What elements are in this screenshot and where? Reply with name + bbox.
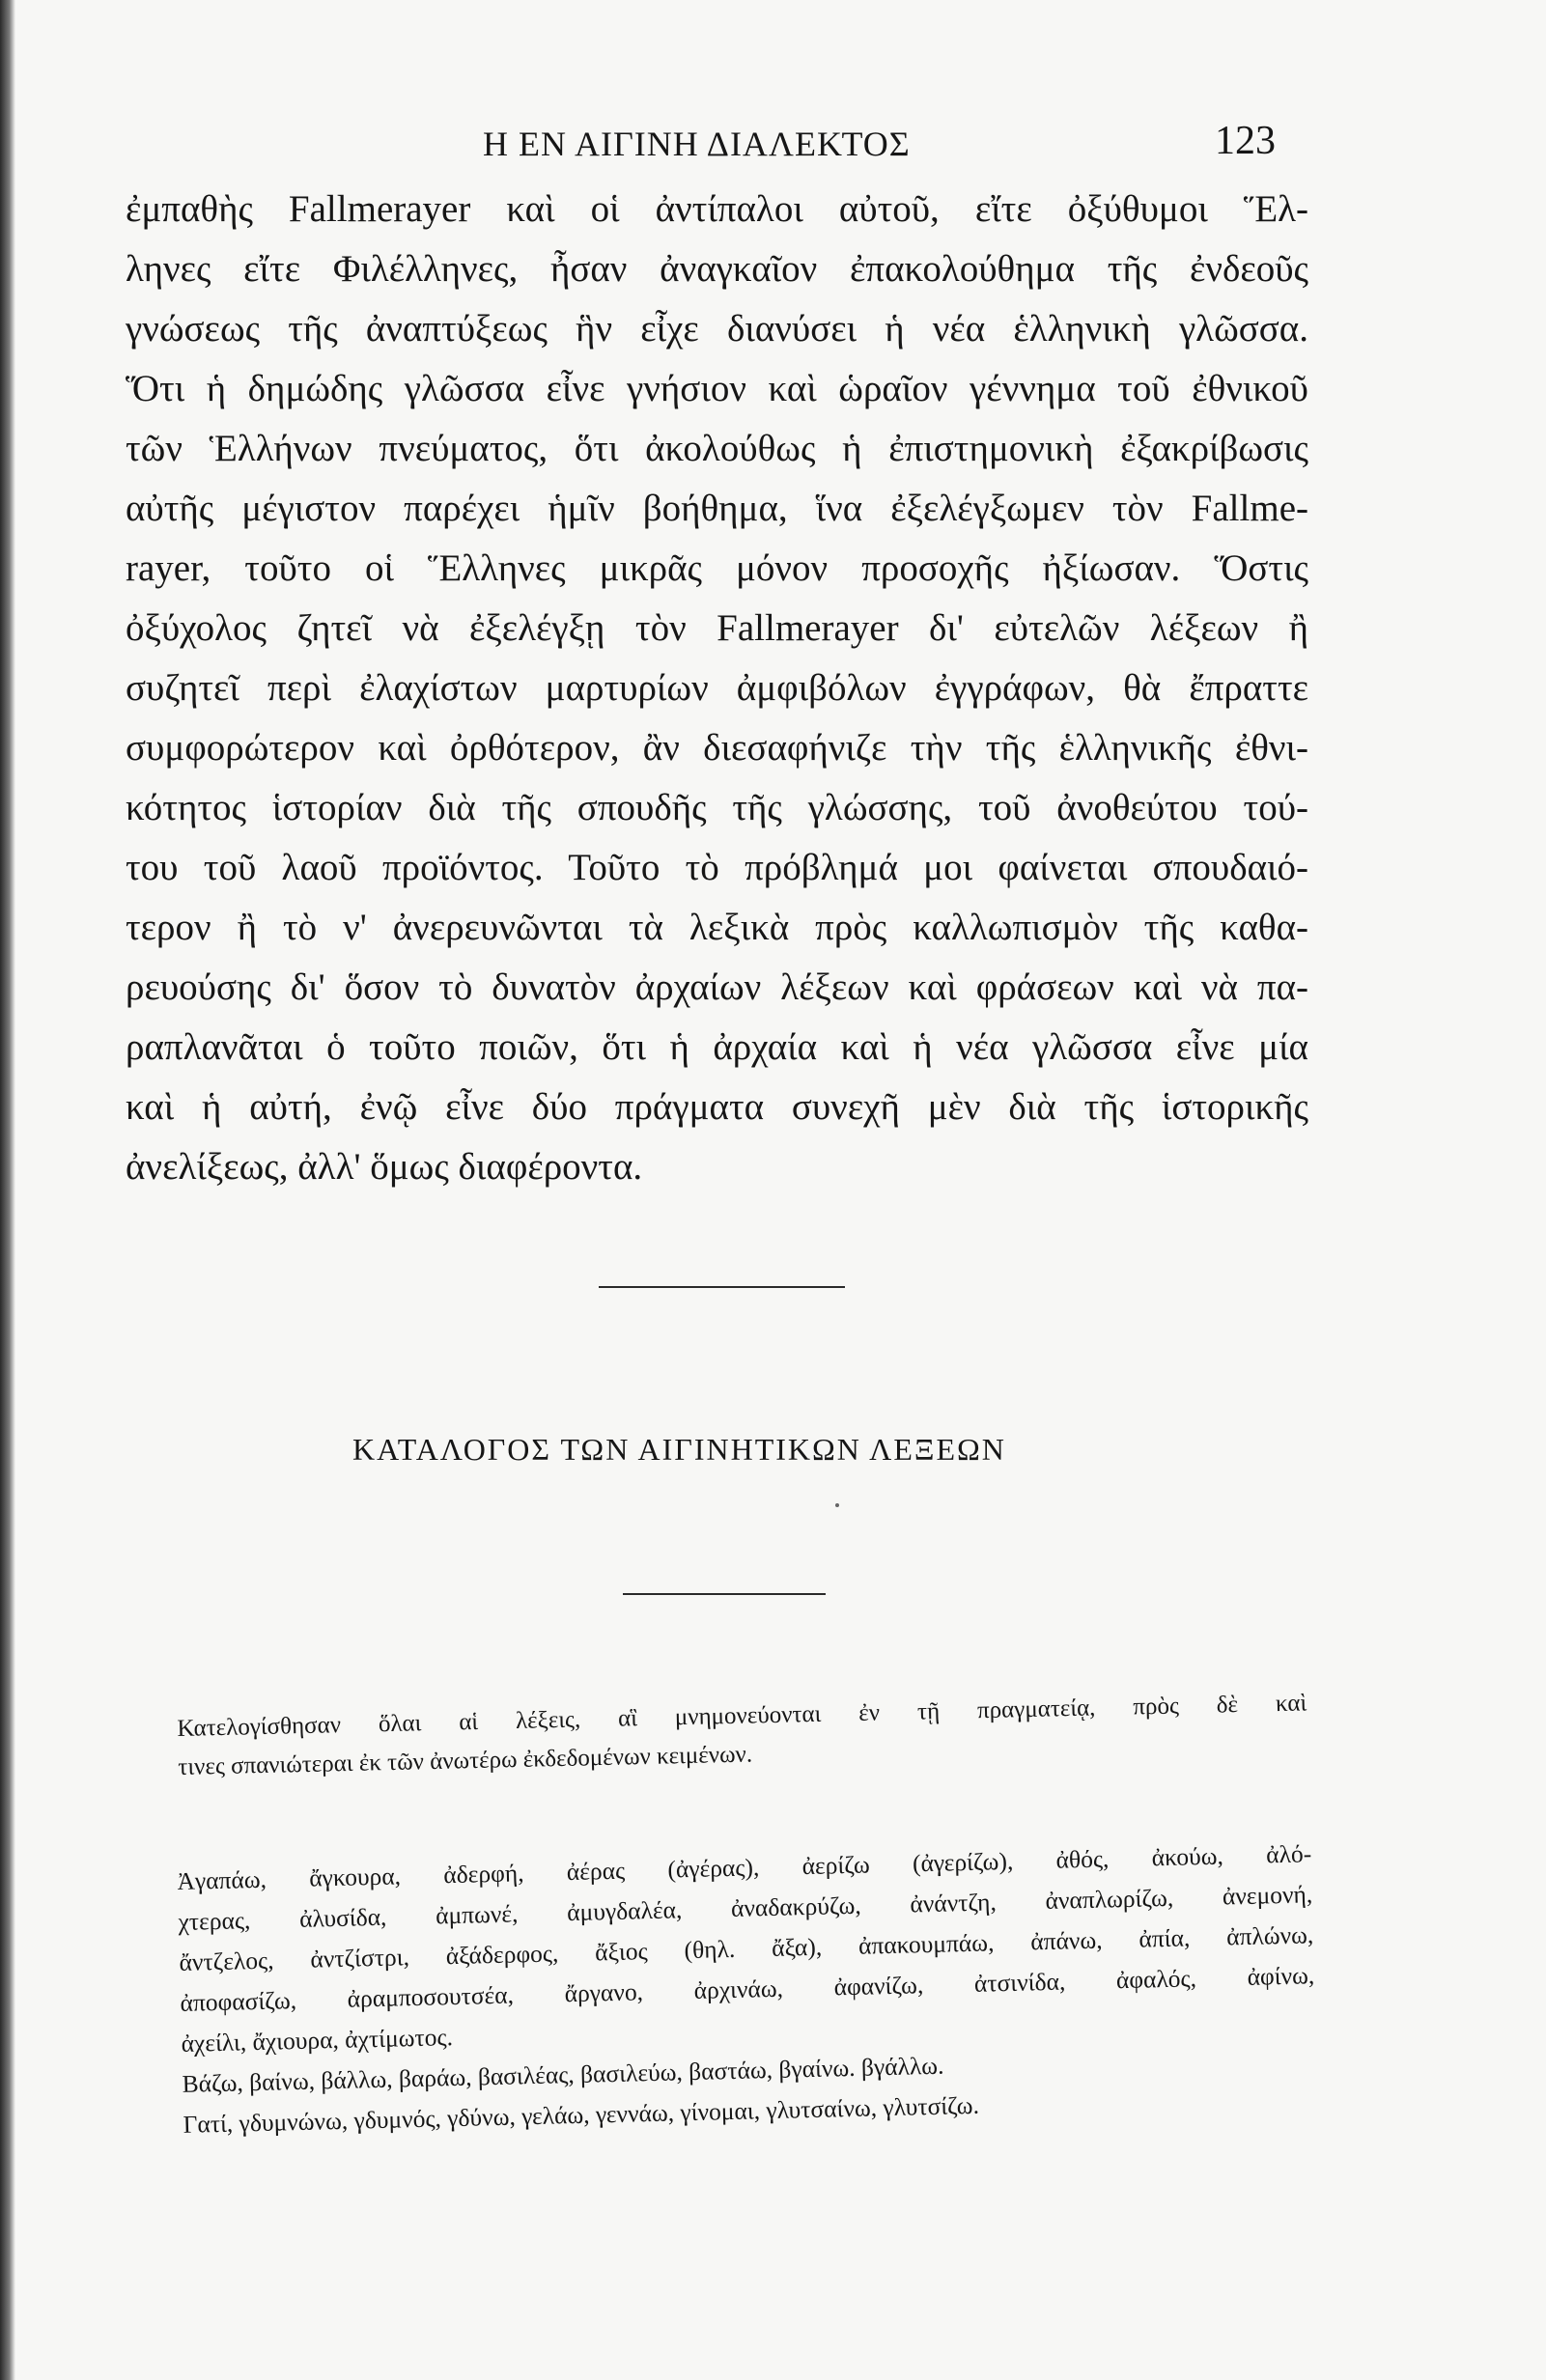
entry-line: ἄντζελος, ἀντζίστρι, ἀξάδερφος, ἄξιος (θηλ. ἄξα), ἀπακουμπάω, ἀπάνω, ἀπία, ἀπλώνω, <box>179 1920 1314 1976</box>
paragraph-line: τῶν Ἑλλήνων πνεύματος, ὅτι ἀκολούθως ἡ ἐπιστημονικὴ ἐξακρίβωσις <box>126 428 1308 469</box>
paragraph-line: ραπλανᾶται ὁ τοῦτο ποιῶν, ὅτι ἡ ἀρχαία καὶ ἡ νέα γλῶσσα εἶνε μία <box>126 1026 1308 1068</box>
paragraph-line: συμφορώτερον καὶ ὀρθότερον, ἂν διεσαφήνιζε τὴν τῆς ἑλληνικῆς ἐθνι- <box>126 727 1308 769</box>
section-divider-top <box>599 1286 845 1288</box>
entry-line: χτερας, ἀλυσίδα, ἀμπωνέ, ἀμυγδαλέα, ἀναδακρύζω, ἀνάντζη, ἀναπλωρίζω, ἀνεμονή, <box>178 1880 1313 1936</box>
main-paragraph <box>126 180 1308 1197</box>
paragraph-line: ὀξύχολος ζητεῖ νὰ ἐξελέγξῃ τὸν Fallmerayer δι' εὐτελῶν λέξεων ἢ <box>126 607 1308 649</box>
paragraph-line: συζητεῖ περὶ ἐλαχίστων μαρτυρίων ἀμφιβόλων ἐγγράφων, θὰ ἔπραττε <box>126 667 1308 709</box>
intro-line: Κατελογίσθησαν ὅλαι αἱ λέξεις, αἳ μνημονεύονται ἐν τῇ πραγματείᾳ, πρὸς δὲ καὶ <box>177 1690 1307 1742</box>
paragraph-line: ἐμπαθὴς Fallmerayer καὶ οἱ ἀντίπαλοι αὐτοῦ, εἴτε ὀξύθυμοι Ἕλ- <box>126 188 1308 230</box>
paragraph-line: αὐτῆς μέγιστον παρέχει ἡμῖν βοήθημα, ἵνα ἐξελέγξωμεν τὸν Fallme- <box>126 488 1308 529</box>
entry-line: Γατί, γδυμνώνω, γδυμνός, γδύνω, γελάω, γεννάω, γίνομαι, γλυτσαίνω, γλυτσίζω. <box>183 2090 980 2139</box>
running-title: Η ΕΝ ΑΙΓΙΝΗ ΔΙΑΛΕΚΤΟΣ <box>483 125 911 163</box>
paragraph-line: rayer, τοῦτο οἱ Ἕλληνες μικρᾶς μόνον προσοχῆς ἠξίωσαν. Ὅστις <box>126 547 1308 589</box>
paragraph-line: Ὅτι ἡ δημώδης γλῶσσα εἶνε γνήσιον καὶ ὡραῖον γέννημα τοῦ ἐθνικοῦ <box>126 368 1308 409</box>
entry-line: ἀποφασίζω, ἀραμποσουτσέα, ἄργανο, ἀρχινάω, ἀφανίζω, ἀτσινίδα, ἀφαλός, ἀφίνω, <box>180 1961 1315 2017</box>
entry-line: ἀχείλι, ἄχιουρα, ἀχτίμωτος. <box>181 2023 454 2058</box>
paragraph-line: καὶ ἡ αὐτή, ἐνῷ εἶνε δύο πράγματα συνεχῆ μὲν διὰ τῆς ἱστορικῆς <box>126 1086 1308 1128</box>
paragraph-line: γνώσεως τῆς ἀναπτύξεως ἣν εἶχε διανύσει ἡ νέα ἑλληνικὴ γλῶσσα. <box>126 308 1308 350</box>
paragraph-line: ληνες εἴτε Φιλέλληνες, ἦσαν ἀναγκαῖον ἐπακολούθημα τῆς ἐνδεοῦς <box>126 248 1308 290</box>
entry-line: Βάζω, βαίνω, βάλλω, βαράω, βασιλέας, βασιλεύω, βαστάω, βγαίνω. βγάλλω. <box>182 2051 944 2098</box>
catalogue-intro <box>177 1684 1308 1787</box>
paragraph-line: τερον ἢ τὸ ν' ἀνερευνῶνται τὰ λεξικὰ πρὸς καλλωπισμὸν τῆς καθα- <box>126 907 1308 948</box>
page-number: 123 <box>1215 119 1276 163</box>
section-divider-bottom <box>623 1593 826 1595</box>
paragraph-line: κότητος ἱστορίαν διὰ τῆς σπουδῆς τῆς γλώσσης, τοῦ ἀνοθεύτου τού- <box>126 787 1308 828</box>
paragraph-line: ρευούσης δι' ὅσον τὸ δυνατὸν ἀρχαίων λέξεων καὶ φράσεων καὶ νὰ πα- <box>126 966 1308 1008</box>
paragraph-line: του τοῦ λαοῦ προϊόντος. Τοῦτο τὸ πρόβλημά μοι φαίνεται σπουδαιό- <box>126 847 1308 888</box>
paragraph-line: ἀνελίξεως, ἀλλ' ὅμως διαφέροντα. <box>126 1146 643 1188</box>
intro-line: τινες σπανιώτεραι ἐκ τῶν ἀνωτέρω ἐκδεδομένων κειμένων. <box>178 1741 753 1780</box>
page-edge-shadow <box>0 0 15 2380</box>
print-speck <box>835 1503 839 1507</box>
entry-line: Ἀγαπάω, ἄγκουρα, ἀδερφή, ἀέρας (ἀγέρας), ἀερίζω (ἀγερίζω), ἀθός, ἀκούω, ἀλό- <box>177 1839 1312 1895</box>
catalogue-entries <box>177 1834 1318 2145</box>
catalogue-title: ΚΑΤΑΛΟΓΟΣ ΤΩΝ ΑΙΓΙΝΗΤΙΚΩΝ ΛΕΞΕΩΝ <box>352 1432 1006 1467</box>
